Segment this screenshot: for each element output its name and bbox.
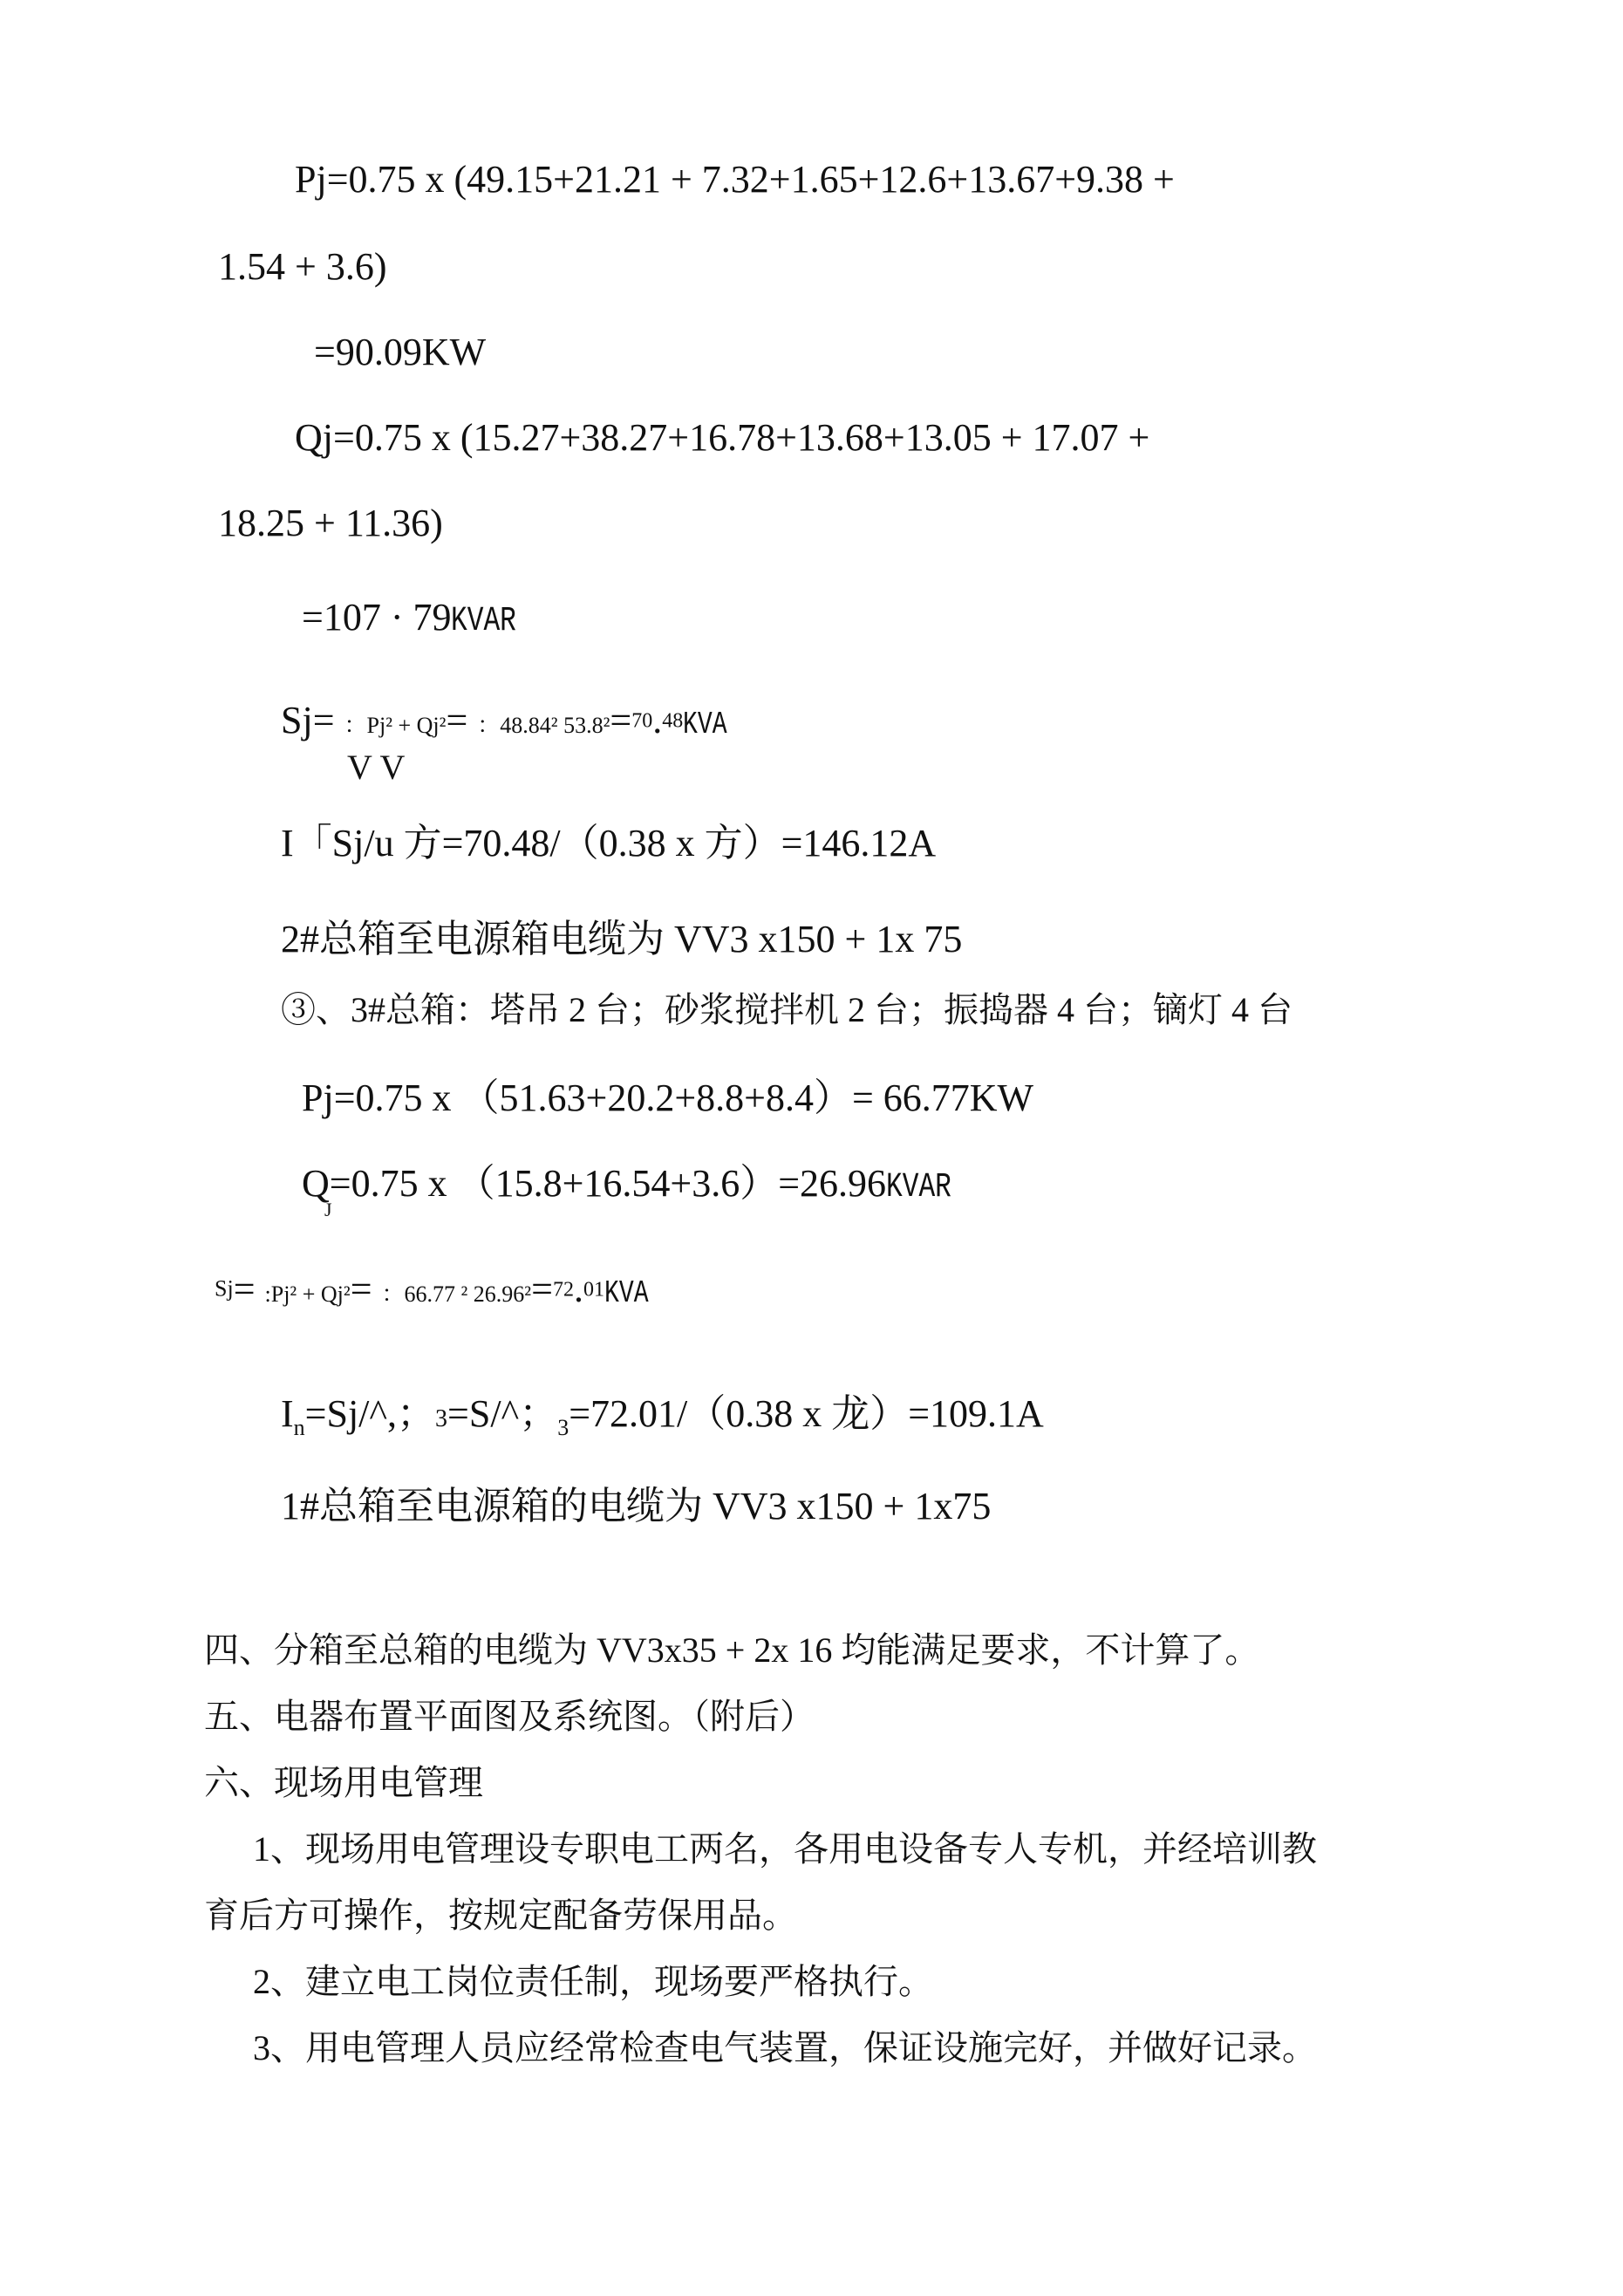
sj-unit: KVA [683,707,727,742]
management-item-3: 3、用电管理人员应经常检查电气装置，保证设施完好，并做好记录。 [253,2028,1317,2067]
cable-1-spec: 1#总箱至电源箱的电缆为 VV3 x150 + 1x75 [281,1485,992,1527]
sj-sqrt-expression: ：Pj² + Qj² [344,713,447,738]
cable-2-spec: 2#总箱至电源箱电缆为 VV3 x150 + 1x 75 [281,918,963,960]
q-formula-3-unit: KVAR [886,1168,951,1207]
qj-formula-line2: 18.25 + 11.36) [218,502,443,544]
in-subscript: n [293,1414,305,1440]
sj3-label: Sj [215,1275,234,1302]
sj-formula-2 [281,698,740,742]
management-item-1-line2: 育后方可操作，按规定配备劳保用品。 [204,1896,797,1935]
sj-label: Sj= [281,699,344,741]
sj-sqrt-values: ：48.84² 53.8² [477,713,610,738]
qj-result [302,595,535,641]
section-4: 四、分箱至总箱的电缆为 VV3x35 + 2x 16 均能满足要求，不计算了。 [204,1630,1260,1670]
sj3-value-dot: . [573,1268,583,1310]
box-3-equipment: ③、3#总箱：塔吊 2 台；砂浆搅拌机 2 台；振捣器 4 台；镝灯 4 台 [281,990,1292,1029]
q-formula-3-value: Q=0.75 x （15.8+16.54+3.6）=26.96 [302,1162,887,1205]
sj-value-int: 70 [631,709,653,733]
in-three-2: 3 [557,1414,569,1440]
sj-value-dot: . [652,699,663,741]
sj3-equals-3: = [531,1268,553,1310]
management-item-2: 2、建立电工岗位责任制，现场要严格执行。 [253,1962,933,2001]
sqrt-marks: V V [347,748,406,787]
sj-formula-3 [215,1267,661,1311]
qj-formula-line1: Qj=0.75 x (15.27+38.27+16.78+13.68+13.05 + 17.07 + [295,416,1150,459]
q-subscript: J [324,1199,332,1220]
sj-value-dec: 48 [662,709,684,733]
qj-result-value: =107 · 79 [302,596,452,639]
sj3-sqrt-expression: :Pj² + Qj² [264,1281,351,1307]
in-i: I [281,1392,294,1435]
pj-formula-3: Pj=0.75 x （51.63+20.2+8.8+8.4）= 66.77KW [302,1076,1034,1119]
sj3-equals: = [233,1268,265,1310]
in-part-3: =72.01/（0.38 x 龙）=109.1A [569,1392,1044,1435]
section-5: 五、电器布置平面图及系统图。（附后） [204,1697,815,1736]
q-formula-3 [302,1151,970,1207]
sj-equals-2: = [610,699,632,741]
sj-equals: = [446,699,478,741]
in-three-1: 3 [435,1405,448,1432]
qj-result-unit: KVAR [451,602,517,641]
pj-result: =90.09KW [314,331,487,373]
management-item-1-line1: 1、现场用电管理设专职电工两名，各用电设备专人专机，并经培训教 [253,1829,1317,1869]
pj-formula-line1: Pj=0.75 x (49.15+21.21 + 7.32+1.65+12.6+13.67+9.38 + [295,158,1175,201]
current-formula-2: I「Sj/u 方=70.48/（0.38 x 方）=146.12A [281,822,937,864]
in-part-2: =S/^； [447,1392,558,1435]
sj3-equals-2: = [350,1268,382,1310]
sj3-sqrt-values: ：66.77 ² 26.96² [381,1281,532,1307]
current-formula-3 [281,1382,1044,1441]
pj-formula-line2: 1.54 + 3.6) [218,245,387,288]
sj3-value-dec: 01 [583,1278,604,1302]
in-part-1: =Sj/^,； [304,1392,436,1435]
sj3-value-int: 72 [552,1278,574,1302]
section-6-heading: 六、现场用电管理 [204,1763,483,1802]
sj3-unit: KVA [604,1275,649,1311]
